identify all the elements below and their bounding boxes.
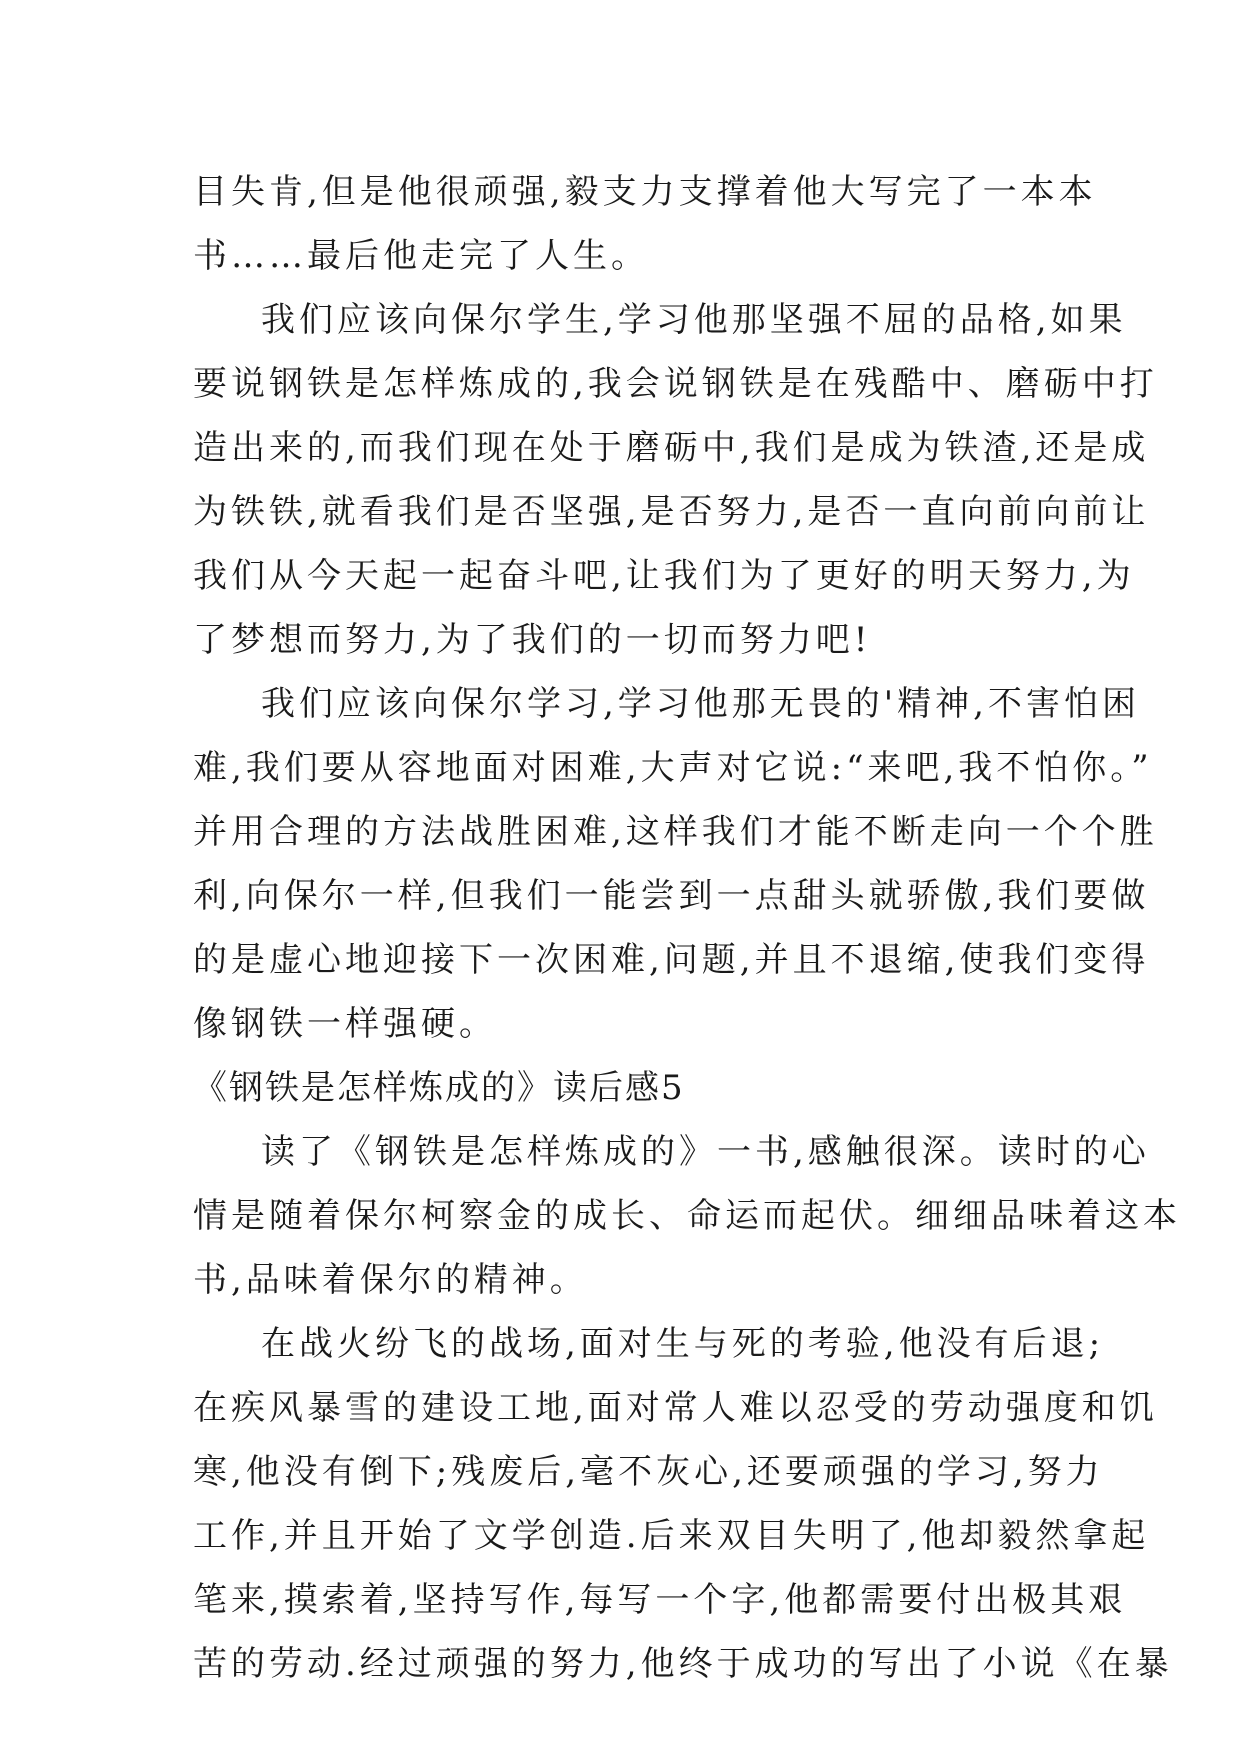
text-line: 造出来的,而我们现在处于磨砺中,我们是成为铁渣,还是成: [193, 428, 1150, 468]
text-line: 寒,他没有倒下;残废后,毫不灰心,还要顽强的学习,努力: [193, 1452, 1104, 1492]
text-line: 情是随着保尔柯察金的成长、命运而起伏。细细品味着这本: [193, 1196, 1181, 1236]
text-line: 像钢铁一样强硬。: [193, 1004, 497, 1044]
text-line: 书,品味着保尔的精神。: [193, 1260, 588, 1300]
text-line: 为铁铁,就看我们是否坚强,是否努力,是否一直向前向前让: [193, 492, 1150, 532]
text-line: 苦的劳动.经过顽强的努力,他终于成功的写出了小说《在暴: [193, 1644, 1173, 1684]
paragraph-start-line: 在战火纷飞的战场,面对生与死的考验,他没有后退;: [261, 1324, 1105, 1364]
paragraph-start-line: 读了《钢铁是怎样炼成的》一书,感触很深。读时的心: [261, 1132, 1150, 1172]
text-line: 笔来,摸索着,坚持写作,每写一个字,他都需要付出极其艰: [193, 1580, 1127, 1620]
text-line: 在疾风暴雪的建设工地,面对常人难以忍受的劳动强度和饥: [193, 1388, 1158, 1428]
text-line: 并用合理的方法战胜困难,这样我们才能不断走向一个个胜: [193, 812, 1158, 852]
text-line: 要说钢铁是怎样炼成的,我会说钢铁是在残酷中、磨砺中打: [193, 364, 1158, 404]
text-line: 利,向保尔一样,但我们一能尝到一点甜头就骄傲,我们要做: [193, 876, 1150, 916]
text-line: 书……最后他走完了人生。: [193, 236, 649, 276]
text-line: 工作,并且开始了文学创造.后来双目失明了,他却毅然拿起: [193, 1516, 1150, 1556]
text-line: 了梦想而努力,为了我们的一切而努力吧!: [193, 620, 872, 660]
paragraph-start-line: 我们应该向保尔学习,学习他那无畏的'精神,不害怕困: [261, 684, 1140, 724]
section-heading: 《钢铁是怎样炼成的》读后感5: [193, 1068, 685, 1108]
document-body: [193, 160, 1181, 1696]
text-line: 难,我们要从容地面对困难,大声对它说:“来吧,我不怕你。”: [193, 748, 1153, 788]
text-line: 的是虚心地迎接下一次困难,问题,并且不退缩,使我们变得: [193, 940, 1150, 980]
text-line: 目失肯,但是他很顽强,毅支力支撑着他大写完了一本本: [193, 172, 1097, 212]
paragraph-start-line: 我们应该向保尔学生,学习他那坚强不屈的品格,如果: [261, 300, 1127, 340]
text-line: 我们从今天起一起奋斗吧,让我们为了更好的明天努力,为: [193, 556, 1135, 596]
